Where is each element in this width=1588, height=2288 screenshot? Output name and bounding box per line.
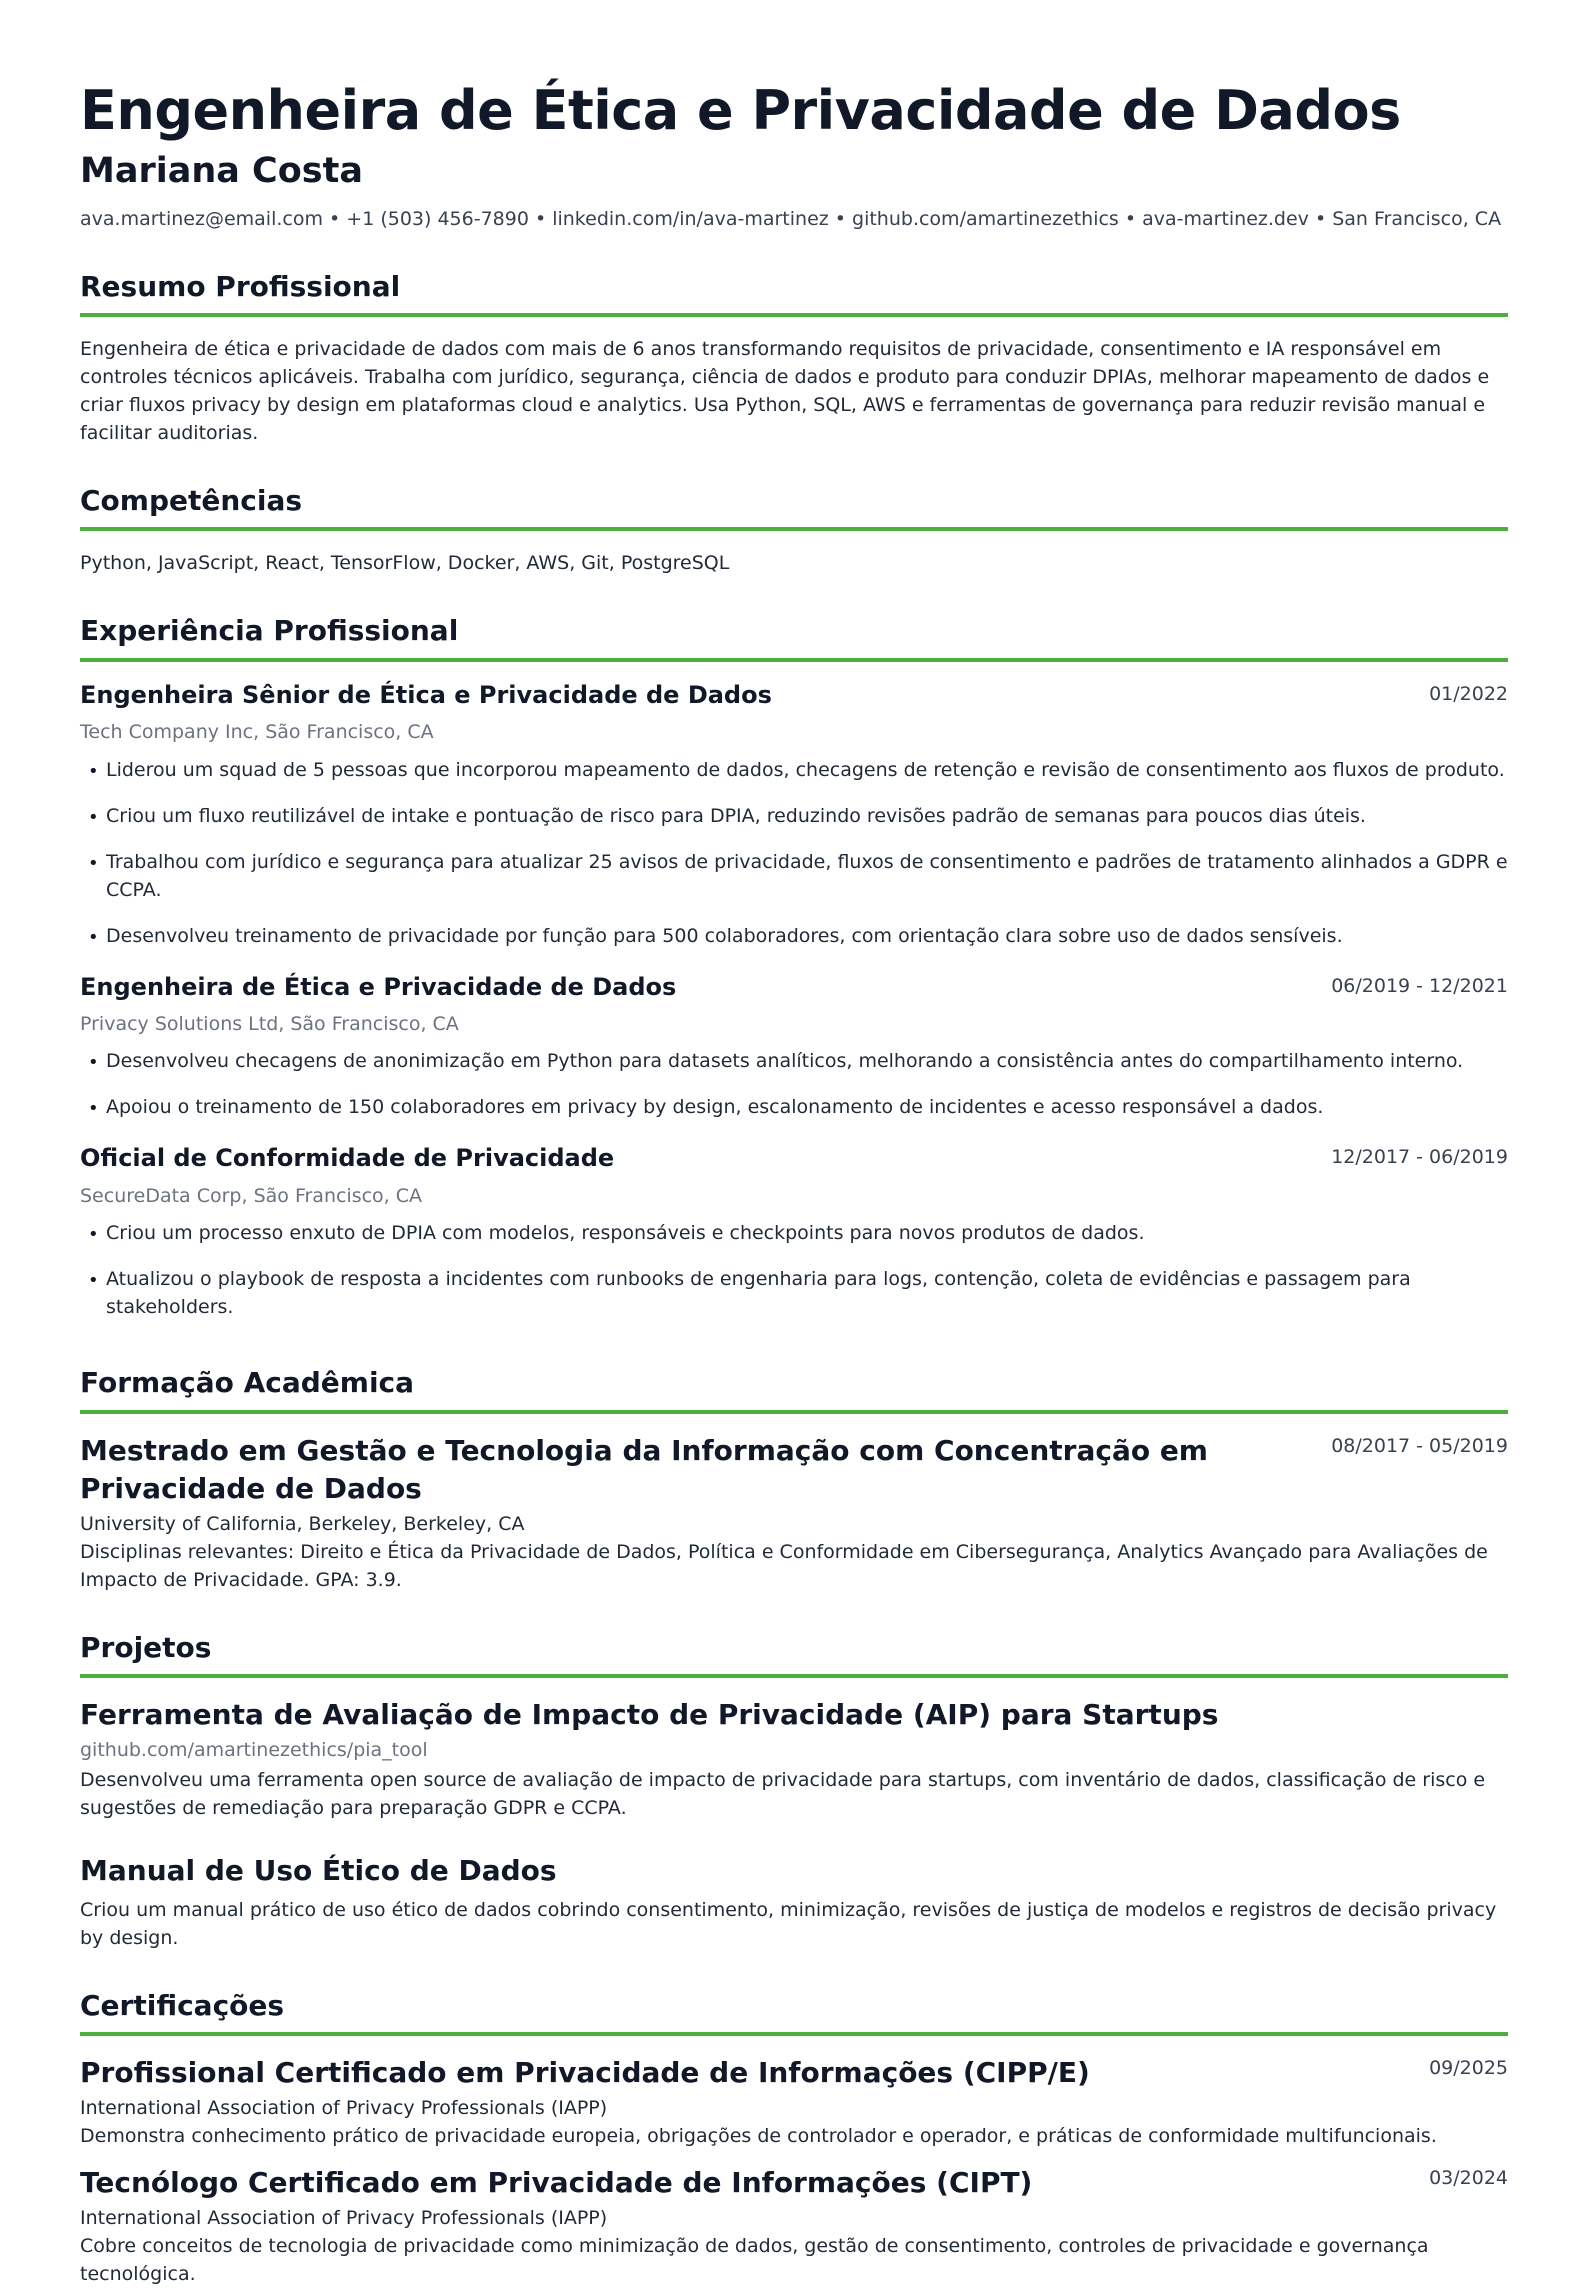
project-title: Manual de Uso Ético de Dados	[80, 1853, 557, 1887]
school-name: University of California, Berkeley, Berkeley, CA	[80, 1512, 525, 1535]
contact-line: ava.martinez@email.com • +1 (503) 456-7890 • linkedin.com/in/ava-martinez • github.com/amartinezethics • ava-martinez.dev • San Francisco, CA	[80, 208, 1502, 231]
project-description: Criou um manual prático de uso ético de dados cobrindo consentimento, minimização, revisões de justiça de modelos e registros de decisão privacy by design.	[80, 1898, 1497, 1949]
skills-text: Python, JavaScript, React, TensorFlow, Docker, AWS, Git, PostgreSQL	[80, 552, 730, 575]
skills-section	[80, 483, 1508, 577]
job-entry	[80, 1143, 1508, 1321]
job-title: Engenheira de Ética e Privacidade de Dados	[80, 972, 677, 1001]
job-date: 12/2017 - 06/2019	[1331, 1146, 1508, 1169]
project-link[interactable]: github.com/amartinezethics/pia_tool	[80, 1738, 428, 1761]
section-heading: Competências	[80, 483, 1508, 531]
education-date: 08/2017 - 05/2019	[1331, 1434, 1508, 1457]
section-heading: Resumo Profissional	[80, 269, 1508, 317]
job-bullet: • Liderou um squad de 5 pessoas que incorporou mapeamento de dados, checagens de retenção e revisão de consentimento aos fluxos de produto.	[80, 756, 1508, 784]
job-bullet: • Criou um processo enxuto de DPIA com modelos, responsáveis e checkpoints para novos produtos de dados.	[80, 1219, 1508, 1247]
certifications-section	[80, 1988, 1508, 2288]
summary-section	[80, 269, 1508, 447]
job-company: Privacy Solutions Ltd, São Francisco, CA	[80, 1012, 459, 1035]
candidate-name: Mariana Costa	[80, 151, 363, 192]
degree-title: Mestrado em Gestão e Tecnologia da Informação com Concentração em Privacidade de Dados	[80, 1433, 1208, 1505]
education-details: Disciplinas relevantes: Direito e Ética da Privacidade de Dados, Política e Conformidade em Cibersegurança, Analytics Avançado para Avaliações de Impacto de Privacidade. GPA: 3.9.	[80, 1540, 1488, 1591]
job-entry	[80, 972, 1508, 1122]
experience-section	[80, 613, 1508, 1321]
certification-description: Demonstra conhecimento prático de privacidade europeia, obrigações de controlador e operador, e práticas de conformidade multifuncionais.	[80, 2125, 1437, 2148]
education-section	[80, 1365, 1508, 1593]
certification-description: Cobre conceitos de tecnologia de privacidade como minimização de dados, gestão de consentimento, controles de privacidade e governança tecnológica.	[80, 2235, 1429, 2286]
certification-issuer: International Association of Privacy Professionals (IAPP)	[80, 2097, 608, 2120]
certification-entry	[80, 2164, 1508, 2288]
section-heading: Projetos	[80, 1630, 1508, 1678]
summary-text: Engenheira de ética e privacidade de dados com mais de 6 anos transformando requisitos de privacidade, consentimento e IA responsável em controles técnicos aplicáveis. Trabalha com jurídico, segurança, ciência de dados e produto para conduzir DPIAs, melhorar mapeamento de dados e criar fluxos privacy by design em plataformas cloud e analytics. Usa Python, SQL, AWS e ferramentas de governança para reduzir revisão manual e facilitar auditorias.	[80, 338, 1490, 445]
projects-section	[80, 1630, 1508, 1952]
job-company: SecureData Corp, São Francisco, CA	[80, 1184, 423, 1207]
job-date: 06/2019 - 12/2021	[1331, 974, 1508, 997]
job-bullets	[80, 1047, 1508, 1121]
project-entry	[80, 1696, 1508, 1822]
job-bullet: • Apoiou o treinamento de 150 colaboradores em privacy by design, escalonamento de incidentes e acesso responsável a dados.	[80, 1093, 1508, 1121]
certification-date: 09/2025	[1429, 2057, 1508, 2080]
section-heading: Certificações	[80, 1988, 1508, 2036]
job-title: Oficial de Conformidade de Privacidade	[80, 1144, 615, 1173]
resume-title: Engenheira de Ética e Privacidade de Dados	[80, 79, 1401, 142]
job-bullets	[80, 1219, 1508, 1321]
certification-date: 03/2024	[1429, 2167, 1508, 2190]
certification-entry	[80, 2054, 1508, 2150]
job-bullet: • Trabalhou com jurídico e segurança para atualizar 25 avisos de privacidade, fluxos de consentimento e padrões de tratamento alinhados a GDPR e CCPA.	[80, 848, 1508, 904]
job-company: Tech Company Inc, São Francisco, CA	[80, 721, 434, 744]
section-heading: Formação Acadêmica	[80, 1365, 1508, 1413]
project-description: Desenvolveu uma ferramenta open source de avaliação de impacto de privacidade para startups, com inventário de dados, classificação de risco e sugestões de remediação para preparação GDPR e CCPA.	[80, 1768, 1486, 1819]
certification-title: Tecnólogo Certificado em Privacidade de Informações (CIPT)	[80, 2166, 1033, 2200]
project-title: Ferramenta de Avaliação de Impacto de Privacidade (AIP) para Startups	[80, 1697, 1219, 1731]
job-date: 01/2022	[1429, 682, 1508, 705]
section-heading: Experiência Profissional	[80, 613, 1508, 661]
job-title: Engenheira Sênior de Ética e Privacidade de Dados	[80, 680, 772, 709]
job-entry	[80, 680, 1508, 950]
job-bullets	[80, 756, 1508, 950]
certification-title: Profissional Certificado em Privacidade de Informações (CIPP/E)	[80, 2056, 1090, 2090]
job-bullet: • Desenvolveu checagens de anonimização em Python para datasets analíticos, melhorando a consistência antes do compartilhamento interno.	[80, 1047, 1508, 1075]
job-bullet: • Desenvolveu treinamento de privacidade por função para 500 colaboradores, com orientação clara sobre uso de dados sensíveis.	[80, 922, 1508, 950]
project-entry	[80, 1852, 1508, 1952]
job-bullet: • Atualizou o playbook de resposta a incidentes com runbooks de engenharia para logs, contenção, coleta de evidências e passagem para stakeholders.	[80, 1265, 1508, 1321]
certification-issuer: International Association of Privacy Professionals (IAPP)	[80, 2207, 608, 2230]
job-bullet: • Criou um fluxo reutilizável de intake e pontuação de risco para DPIA, reduzindo revisões padrão de semanas para poucos dias úteis.	[80, 802, 1508, 830]
